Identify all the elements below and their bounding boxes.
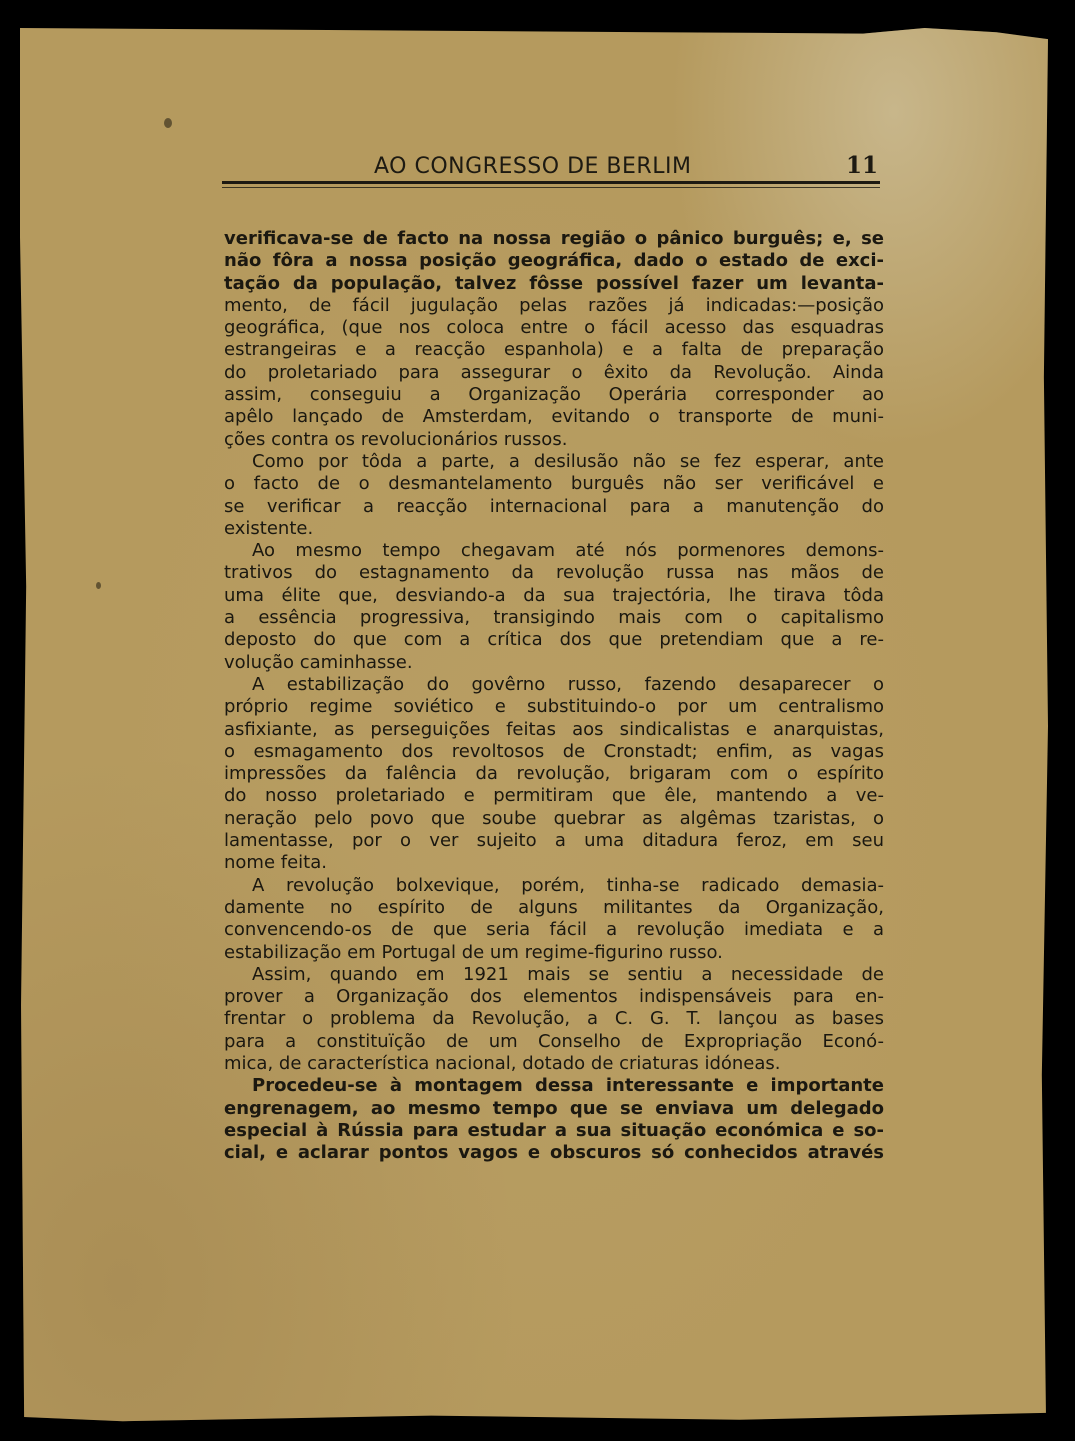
text-line: frentar o problema da Revolução, a C. G. T. lançou as bases	[224, 1008, 884, 1030]
text-line: especial à Rússia para estudar a sua situação económica e so-	[224, 1119, 884, 1141]
text-line: o facto de o desmantelamento burguês não ser verificável e	[224, 473, 884, 495]
text-line: assim, conseguiu a Organização Operária corresponder ao	[224, 384, 884, 406]
text-line: Ao mesmo tempo chegavam até nós pormenores demons-	[252, 540, 884, 562]
text-line: trativos do estagnamento da revolução russa nas mãos de	[224, 562, 884, 584]
text-line: verificava-se de facto na nossa região o pânico burguês; e, se	[224, 228, 884, 249]
text-line: asfixiante, as perseguições feitas aos sindicalistas e anarquistas,	[224, 718, 884, 740]
text-line: Assim, quando em 1921 mais se sentiu a necessidade de	[252, 963, 884, 985]
body-text	[224, 228, 884, 1164]
text-line: uma élite que, desviando-a da sua trajectória, lhe tirava tôda	[224, 584, 884, 606]
text-line: neração pelo povo que soube quebrar as algêmas tzaristas, o	[224, 807, 884, 829]
text-line: ções contra os revolucionários russos.	[224, 428, 568, 450]
text-line: volução caminhasse.	[224, 651, 413, 673]
text-line: convencendo-os de que seria fácil a revolução imediata e a	[224, 919, 884, 941]
ink-blot	[96, 582, 101, 589]
text-line: mica, de característica nacional, dotado de criaturas idóneas.	[224, 1052, 781, 1074]
text-line: estrangeiras e a reacção espanhola) e a falta de preparação	[224, 339, 884, 361]
text-line: A revolução bolxevique, porém, tinha-se radicado demasia-	[252, 874, 884, 896]
text-line: apêlo lançado de Amsterdam, evitando o transporte de muni-	[224, 406, 884, 428]
text-line: mento, de fácil jugulação pelas razões já indicadas:—posição	[224, 294, 884, 316]
text-line: engrenagem, ao mesmo tempo que se enviava um delegado	[224, 1097, 884, 1119]
running-title: AO CONGRESSO DE BERLIM	[374, 154, 692, 179]
text-line: estabilização em Portugal de um regime-figurino russo.	[224, 941, 723, 963]
page-header	[222, 150, 882, 184]
text-line: geográfica, (que nos coloca entre o fácil acesso das esquadras	[224, 317, 884, 339]
text-line: do proletariado para assegurar o êxito da Revolução. Ainda	[224, 361, 884, 383]
text-line: tação da população, talvez fôsse possível fazer um levanta-	[224, 272, 884, 294]
text-line: Procedeu-se à montagem dessa interessante e importante	[252, 1075, 884, 1097]
text-line: existente.	[224, 517, 314, 539]
header-rule-thin	[222, 187, 880, 188]
text-line: cial, e aclarar pontos vagos e obscuros só conhecidos através	[224, 1142, 884, 1164]
text-line: impressões da falência da revolução, brigaram com o espírito	[224, 763, 884, 785]
text-line: Como por tôda a parte, a desilusão não se fez esperar, ante	[252, 450, 884, 472]
ink-blot	[164, 118, 172, 128]
text-line: damente no espírito de alguns militantes da Organização,	[224, 896, 884, 918]
text-line: para a constituïção de um Conselho de Expropriação Econó-	[224, 1030, 884, 1052]
text-line: A estabilização do govêrno russo, fazendo desaparecer o	[252, 673, 884, 695]
header-rule	[222, 181, 880, 184]
text-line: a essência progressiva, transigindo mais com o capitalismo	[224, 607, 884, 629]
text-line: o esmagamento dos revoltosos de Cronstadt; enfim, as vagas	[224, 740, 884, 762]
text-line: não fôra a nossa posição geográfica, dado o estado de exci-	[224, 250, 884, 272]
text-line: nome feita.	[224, 852, 327, 874]
text-line: do nosso proletariado e permitiram que êle, mantendo a ve-	[224, 785, 884, 807]
text-line: se verificar a reacção internacional para a manutenção do	[224, 495, 884, 517]
text-line: prover a Organização dos elementos indispensáveis para en-	[224, 986, 884, 1008]
page-number: 11	[845, 152, 878, 179]
text-line: lamentasse, por o ver sujeito a uma ditadura feroz, em seu	[224, 830, 884, 852]
text-line: próprio regime soviético e substituindo-o por um centralismo	[224, 696, 884, 718]
text-line: deposto do que com a crítica dos que pretendiam que a re-	[224, 629, 884, 651]
